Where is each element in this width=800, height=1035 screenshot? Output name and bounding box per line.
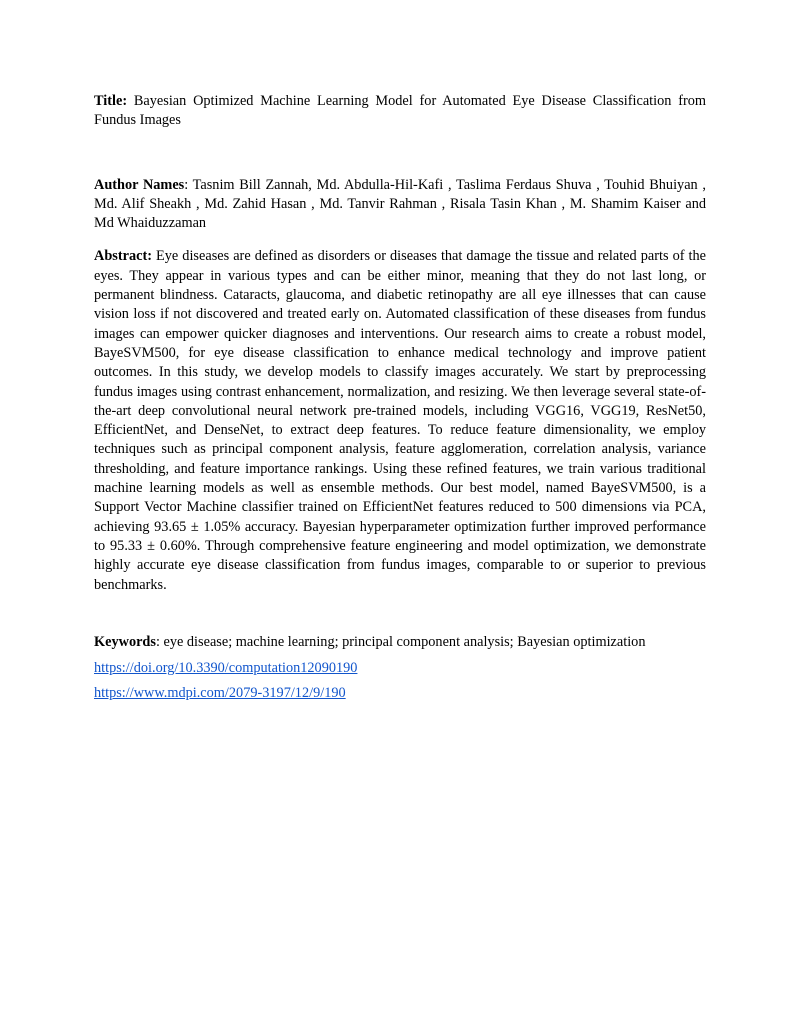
title-text: Bayesian Optimized Machine Learning Model for Automated Eye Disease Classification from Fundus Images	[94, 93, 707, 129]
abstract-label: Abstract:	[94, 248, 152, 265]
abstract-text: Eye diseases are defined as disorders or diseases that damage the tissue and related parts of the eyes. They appear in various types and can be either minor, meaning that they do not last long, or permanent blindness. Cataracts, glaucoma, and diabetic retinopathy are all eye illnesses that can cause vision loss if not discovered and treated early on. Automated classification of these diseases from fundus images can empower quicker diagnoses and interventions. Our research aims to create a robust model, BayeSVM500, for eye disease classification to enhance medical technology and improve patient outcomes. In this study, we develop models to classify images accurately. We start by preprocessing fundus images using contrast enhancement, normalization, and resizing. We then leverage several state-of-the-art deep convolutional neural network pre-trained models, including VGG16, VGG19, ResNet50, EfficientNet, and DenseNet, to extract deep features. To reduce feature dimensionality, we employ techniques such as principal component analysis, feature agglomeration, correlation analysis, variance thresholding, and feature importance rankings. Using these refined features, we train various traditional machine learning models as well as ensemble methods. Our best model, named BayeSVM500, is a Support Vector Machine classifier trained on EfficientNet features reduced to 500 dimensions via PCA, achieving 93.65 ± 1.05% accuracy. Bayesian hyperparameter optimization further improved performance to 95.33 ± 0.60%. Through comprehensive feature engineering and model optimization, we demonstrate highly accurate eye disease classification from fundus images, comparable to or superior to previous benchmarks.	[94, 248, 706, 593]
keywords-paragraph	[94, 633, 706, 652]
doi-link[interactable]: https://doi.org/10.3390/computation12090190	[94, 660, 358, 677]
keywords-text: : eye disease; machine learning; principal component analysis; Bayesian optimization	[155, 633, 646, 650]
abstract-paragraph	[94, 247, 706, 594]
title-label: Title:	[94, 93, 128, 109]
mdpi-link[interactable]: https://www.mdpi.com/2079-3197/12/9/190	[94, 685, 346, 702]
authors-text: : Tasnim Bill Zannah, Md. Abdulla-Hil-Kafi , Taslima Ferdaus Shuva , Touhid Bhuiyan , Md. Alif Sheakh , Md. Zahid Hasan , Md. Tanvir Rahman , Risala Tasin Khan , M. Shamim Kaiser and Md Whaiduzzaman	[94, 176, 706, 232]
mdpi-link-line	[94, 684, 706, 703]
title-paragraph	[94, 92, 706, 131]
authors-label: Author Names	[94, 176, 185, 193]
keywords-label: Keywords	[94, 633, 156, 650]
doi-link-line	[94, 659, 706, 678]
document-body	[94, 92, 706, 704]
authors-paragraph	[94, 176, 706, 234]
